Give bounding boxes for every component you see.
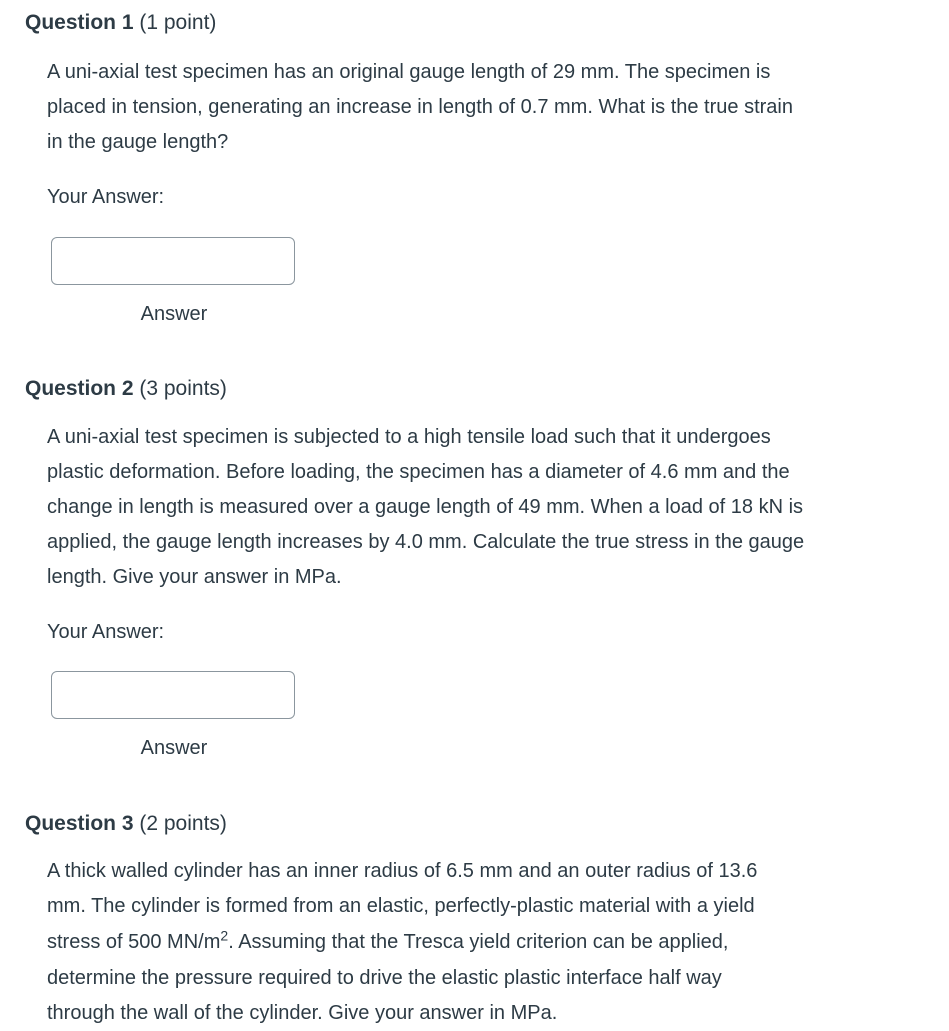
question-1-text: A uni-axial test specimen has an original gauge length of 29 mm. The specimen is placed in tension, generating an increase in length of 0.7 mm. What is the true strain in the gauge length? (47, 61, 793, 153)
answer-input-2[interactable] (51, 671, 295, 719)
question-3-title: Question 3 (2 points) (25, 812, 227, 835)
question-2-text: A uni-axial test specimen is subjected to a high tensile load such that it undergoes plastic deformation. Before loading, the specimen has a diameter of 4.6 mm and the change in length is measured over a gauge length of 49 mm. When a load of 18 kN is applied, the gauge length increases by 4.0 mm. Calculate the true stress in the gauge length. Give your answer in MPa. (47, 426, 805, 588)
answer-input-label: Answer (140, 303, 208, 325)
question-3-text: A thick walled cylinder has an inner radius of 6.5 mm and an outer radius of 13.6 mm. The cylinder is formed from an elastic, perfectly-plastic material with a yield stress of 500 $MN/m^2$. Assuming that the Tresca yield criterion can be applied, determine the pressure required to drive the elastic plastic interface half way through the wall of the cylinder. Give your answer in MPa. (47, 860, 758, 1024)
answer-input-label: Answer (140, 737, 208, 759)
question-2-title: Question 2 (3 points) (25, 377, 227, 400)
your-answer-label: Your Answer: (47, 186, 165, 208)
your-answer-label: Your Answer: (47, 621, 165, 643)
answer-input-1[interactable] (51, 237, 295, 285)
question-1-title: Question 1 (1 point) (25, 11, 217, 34)
